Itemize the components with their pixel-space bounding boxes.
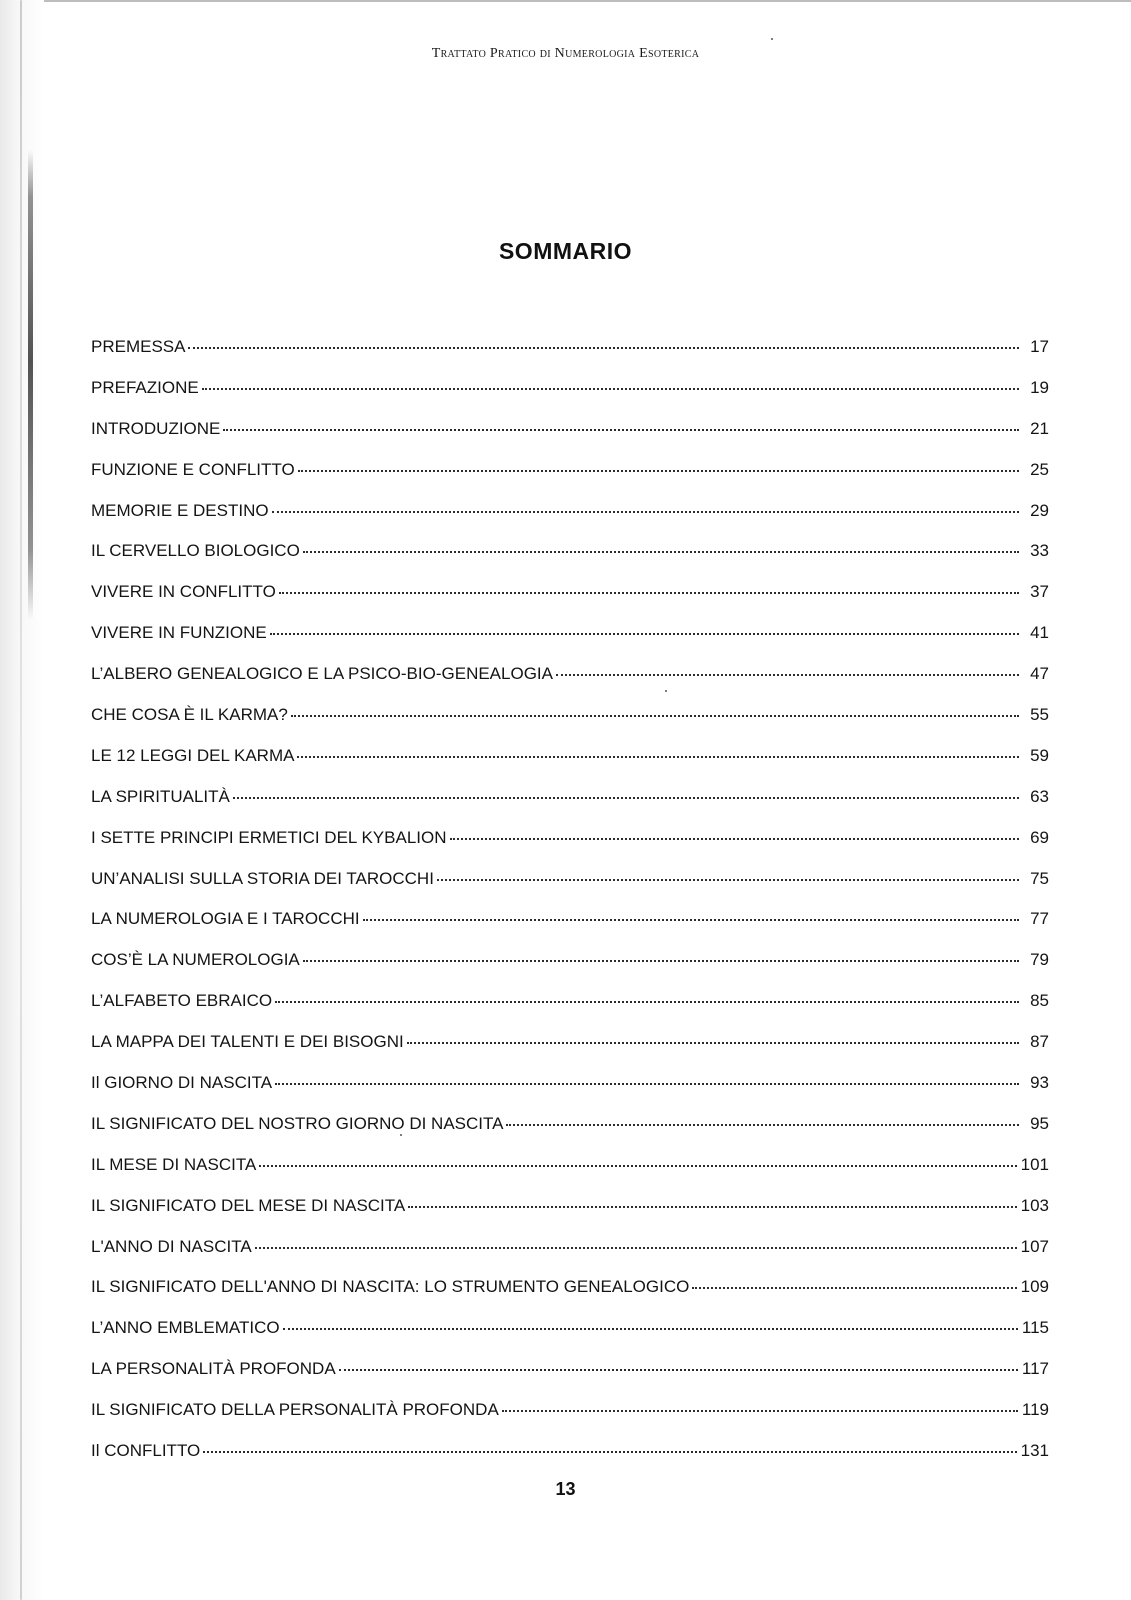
- toc-entry-page: 37: [1030, 582, 1049, 602]
- toc-entry-label: CHE COSA È IL KARMA?: [91, 705, 288, 725]
- toc-entry-label: LA NUMEROLOGIA E I TAROCCHI: [91, 909, 360, 929]
- toc-entry-page: 119: [1021, 1400, 1049, 1420]
- toc-entry: [91, 377, 1049, 418]
- toc-dot-leader: [437, 879, 1019, 881]
- toc-dot-leader: [303, 960, 1019, 962]
- toc-entry: [91, 949, 1049, 990]
- toc-entry: [91, 1195, 1049, 1236]
- toc-entry-page: 131: [1020, 1441, 1049, 1461]
- toc-entry-page: 103: [1020, 1195, 1049, 1215]
- toc-entry-label: L’ALFABETO EBRAICO: [91, 991, 273, 1011]
- table-of-contents: [91, 336, 1049, 1481]
- toc-entry-page: 79: [1030, 950, 1049, 970]
- toc-dot-leader: [303, 551, 1019, 553]
- toc-entry: [91, 581, 1049, 622]
- toc-entry-label: INTRODUZIONE: [91, 418, 221, 438]
- running-header: Trattato Pratico di Numerologia Esoterica: [431, 46, 700, 61]
- toc-entry-page: 101: [1020, 1154, 1049, 1174]
- toc-entry-label: COS’È LA NUMEROLOGIA: [91, 950, 300, 970]
- toc-entry-page: 69: [1030, 827, 1049, 847]
- toc-entry-page: 85: [1030, 991, 1049, 1011]
- toc-entry-label: I SETTE PRINCIPI ERMETICI DEL KYBALION: [91, 827, 447, 847]
- toc-entry-label: Il GIORNO DI NASCITA: [91, 1073, 273, 1093]
- toc-dot-leader: [259, 1165, 1016, 1167]
- toc-entry-page: 21: [1030, 418, 1049, 438]
- page-title: SOMMARIO: [498, 238, 633, 264]
- toc-entry-label: LA MAPPA DEI TALENTI E DEI BISOGNI: [91, 1032, 404, 1052]
- toc-dot-leader: [298, 470, 1019, 472]
- toc-dot-leader: [556, 674, 1019, 676]
- toc-entry-label: L’ANNO EMBLEMATICO: [91, 1318, 280, 1338]
- toc-entry: [91, 868, 1049, 909]
- toc-dot-leader: [223, 429, 1019, 431]
- toc-dot-leader: [407, 1042, 1019, 1044]
- toc-dot-leader: [255, 1247, 1017, 1249]
- toc-entry-label: PREFAZIONE: [91, 377, 199, 397]
- toc-dot-leader: [692, 1287, 1016, 1289]
- toc-dot-leader: [275, 1001, 1019, 1003]
- toc-entry: [91, 908, 1049, 949]
- scan-speck: [771, 38, 773, 40]
- toc-entry: [91, 336, 1049, 377]
- toc-entry: [91, 827, 1049, 868]
- toc-entry-page: 77: [1030, 909, 1049, 929]
- toc-entry: [91, 1072, 1049, 1113]
- toc-entry-label: IL SIGNIFICATO DELL'ANNO DI NASCITA: LO STRUMENTO GENEALOGICO: [91, 1277, 690, 1297]
- toc-entry-page: 117: [1021, 1359, 1049, 1379]
- toc-entry-label: LA SPIRITUALITÀ: [91, 786, 230, 806]
- toc-entry-label: IL MESE DI NASCITA: [91, 1154, 257, 1174]
- toc-entry: [91, 1317, 1049, 1358]
- scan-speck: [400, 1134, 402, 1136]
- toc-dot-leader: [291, 715, 1019, 717]
- toc-entry: [91, 500, 1049, 541]
- toc-entry: [91, 704, 1049, 745]
- toc-dot-leader: [202, 388, 1019, 390]
- toc-entry-label: VIVERE IN FUNZIONE: [91, 623, 267, 643]
- toc-entry-page: 55: [1030, 705, 1049, 725]
- toc-entry-page: 59: [1030, 745, 1049, 765]
- toc-dot-leader: [408, 1206, 1016, 1208]
- toc-entry-label: L'ANNO DI NASCITA: [91, 1236, 252, 1256]
- toc-entry-label: IL SIGNIFICATO DEL MESE DI NASCITA: [91, 1195, 406, 1215]
- toc-entry-page: 41: [1030, 623, 1049, 643]
- toc-entry-page: 19: [1030, 377, 1049, 397]
- toc-entry: [91, 1031, 1049, 1072]
- toc-entry-label: IL SIGNIFICATO DEL NOSTRO GIORNO DI NASCITA: [91, 1113, 504, 1133]
- toc-entry-page: 93: [1030, 1073, 1049, 1093]
- toc-dot-leader: [506, 1124, 1019, 1126]
- toc-entry: [91, 1399, 1049, 1440]
- toc-entry-label: PREMESSA: [91, 337, 186, 356]
- toc-entry: [91, 1276, 1049, 1317]
- toc-entry-label: UN’ANALISI SULLA STORIA DEI TAROCCHI: [91, 868, 434, 888]
- toc-entry-page: 29: [1030, 500, 1049, 520]
- toc-dot-leader: [233, 797, 1019, 799]
- toc-entry: [91, 1236, 1049, 1277]
- toc-dot-leader: [502, 1410, 1018, 1412]
- toc-entry-page: 87: [1030, 1032, 1049, 1052]
- toc-entry: [91, 745, 1049, 786]
- scan-binding-line: [28, 150, 33, 620]
- toc-dot-leader: [279, 592, 1019, 594]
- toc-entry: [91, 1113, 1049, 1154]
- toc-entry-label: FUNZIONE E CONFLITTO: [91, 459, 295, 479]
- toc-entry-label: LE 12 LEGGI DEL KARMA: [91, 745, 295, 765]
- toc-entry: [91, 418, 1049, 459]
- toc-entry-page: 115: [1021, 1318, 1049, 1338]
- toc-entry: [91, 786, 1049, 827]
- toc-entry: [91, 1440, 1049, 1481]
- toc-dot-leader: [272, 511, 1019, 513]
- toc-entry-page: 63: [1030, 786, 1049, 806]
- toc-entry-label: LA PERSONALITÀ PROFONDA: [91, 1359, 336, 1379]
- toc-entry-page: 95: [1030, 1113, 1049, 1133]
- toc-entry-label: MEMORIE E DESTINO: [91, 500, 269, 520]
- toc-entry-label: L’ALBERO GENEALOGICO E LA PSICO-BIO-GENEALOGIA: [91, 664, 553, 684]
- toc-dot-leader: [275, 1083, 1019, 1085]
- toc-dot-leader: [283, 1328, 1018, 1330]
- toc-dot-leader: [297, 756, 1019, 758]
- toc-entry-page: 47: [1030, 664, 1049, 684]
- toc-dot-leader: [363, 919, 1019, 921]
- toc-entry-page: 107: [1020, 1236, 1049, 1256]
- toc-entry: [91, 1154, 1049, 1195]
- toc-entry-page: 75: [1030, 868, 1049, 888]
- toc-entry-page: 33: [1030, 541, 1049, 561]
- toc-entry: [91, 459, 1049, 500]
- toc-entry: [91, 990, 1049, 1031]
- toc-entry: [91, 1358, 1049, 1399]
- toc-entry-label: VIVERE IN CONFLITTO: [91, 582, 276, 602]
- toc-dot-leader: [339, 1369, 1018, 1371]
- toc-entry-label: IL CERVELLO BIOLOGICO: [91, 541, 300, 561]
- toc-dot-leader: [270, 633, 1019, 635]
- toc-entry-page: 25: [1030, 459, 1049, 479]
- toc-entry-label: Il CONFLITTO: [91, 1441, 201, 1461]
- toc-entry-page: 17: [1030, 337, 1049, 356]
- scan-speck: [665, 690, 667, 692]
- toc-dot-leader: [203, 1451, 1016, 1453]
- toc-dot-leader: [188, 347, 1019, 349]
- toc-dot-leader: [450, 838, 1020, 840]
- toc-entry-label: IL SIGNIFICATO DELLA PERSONALITÀ PROFONDA: [91, 1400, 499, 1420]
- page-number: 13: [555, 1479, 576, 1499]
- toc-entry-page: 109: [1020, 1277, 1049, 1297]
- toc-entry: [91, 622, 1049, 663]
- toc-entry: [91, 540, 1049, 581]
- toc-entry: [91, 663, 1049, 704]
- scan-top-border: [0, 0, 1131, 2]
